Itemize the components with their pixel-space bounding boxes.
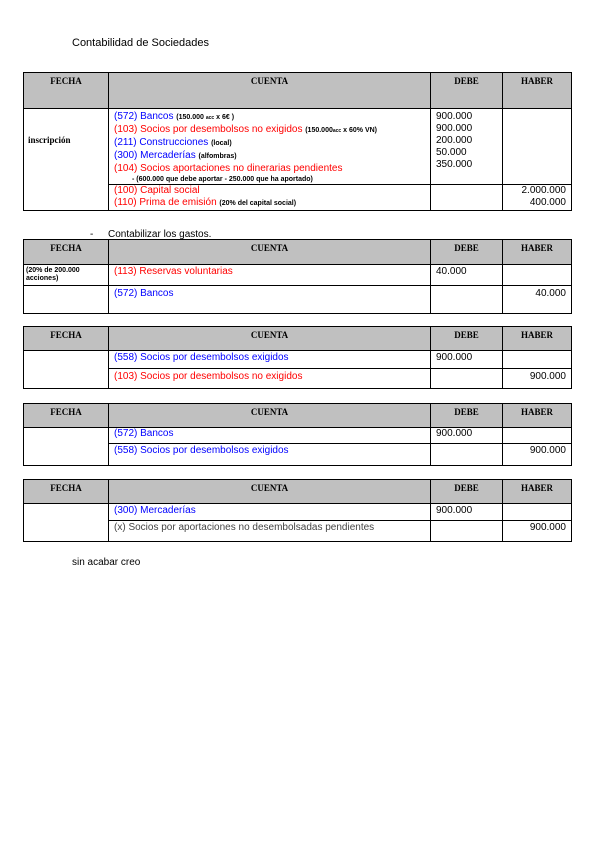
debit-line: (104) Socios aportaciones no dinerarias pendientes <box>114 163 343 174</box>
header-cuenta: CUENTA <box>109 73 431 109</box>
debit-account: (558) Socios por desembolsos exigidos <box>109 351 431 369</box>
haber-empty <box>503 265 572 286</box>
header-haber: HABER <box>503 327 572 351</box>
header-cuenta: CUENTA <box>109 240 431 265</box>
credit-amount: 40.000 <box>503 286 572 314</box>
debit-account: (113) Reservas voluntarias <box>109 265 431 286</box>
credit-account: (x) Socios por aportaciones no desembolsadas pendientes <box>109 521 431 542</box>
header-fecha: FECHA <box>24 404 109 428</box>
credit-account: (103) Socios por desembolsos no exigidos <box>109 369 431 389</box>
credit-account: (572) Bancos <box>109 286 431 314</box>
note-gastos: - Contabilizar los gastos. <box>90 229 212 240</box>
header-fecha: FECHA <box>24 240 109 265</box>
journal-entry-5 <box>23 479 572 542</box>
debit-accounts <box>109 109 431 185</box>
haber-empty <box>503 351 572 369</box>
journal-entry-3 <box>23 326 572 389</box>
entry-date: inscripción <box>24 109 109 211</box>
debit-line: (572) Bancos (150.000 acc x 6€ ) <box>114 111 235 122</box>
debit-line: (103) Socios por desembolsos no exigidos (150.000acc x 60% VN) <box>114 124 377 135</box>
debit-amount: 40.000 <box>431 265 503 286</box>
debit-account: (572) Bancos <box>109 428 431 444</box>
debe-empty <box>431 521 503 542</box>
journal-entry-2 <box>23 239 572 314</box>
header-debe: DEBE <box>431 327 503 351</box>
debe-empty <box>431 369 503 389</box>
debit-account: (300) Mercaderías <box>109 504 431 521</box>
journal-entry-1 <box>23 72 572 211</box>
debit-amount: 900.000 <box>431 504 503 521</box>
entry-date-note: (20% de 200.000 acciones) <box>24 265 109 286</box>
debit-amounts: 900.000 900.000 200.000 50.000 350.000 <box>431 109 503 185</box>
haber-empty <box>503 109 572 185</box>
header-fecha: FECHA <box>24 327 109 351</box>
header-cuenta: CUENTA <box>109 404 431 428</box>
credit-account: (558) Socios por desembolsos exigidos <box>109 444 431 466</box>
header-debe: DEBE <box>431 240 503 265</box>
header-debe: DEBE <box>431 73 503 109</box>
fecha-empty <box>24 286 109 314</box>
debit-line: (300) Mercaderías (alfombras) <box>114 150 237 161</box>
debe-empty <box>431 444 503 466</box>
page-title: Contabilidad de Sociedades <box>72 37 209 49</box>
debit-sub-note: - (600.000 que debe aportar - 250.000 que ha aportado) <box>132 176 313 183</box>
debe-empty <box>431 286 503 314</box>
credit-amount: 900.000 <box>503 369 572 389</box>
fecha-empty <box>24 504 109 542</box>
debit-amount: 900.000 <box>431 428 503 444</box>
header-cuenta: CUENTA <box>109 327 431 351</box>
credit-amount: 900.000 <box>503 521 572 542</box>
fecha-empty <box>24 351 109 389</box>
header-debe: DEBE <box>431 404 503 428</box>
footer-note: sin acabar creo <box>72 557 141 568</box>
haber-empty <box>503 428 572 444</box>
header-fecha: FECHA <box>24 73 109 109</box>
credit-accounts: (100) Capital social (110) Prima de emisión (20% del capital social) <box>109 185 431 211</box>
debe-empty <box>431 185 503 211</box>
fecha-empty <box>24 428 109 466</box>
credit-amount: 900.000 <box>503 444 572 466</box>
header-cuenta: CUENTA <box>109 480 431 504</box>
journal-entry-4 <box>23 403 572 466</box>
header-haber: HABER <box>503 73 572 109</box>
header-haber: HABER <box>503 404 572 428</box>
haber-empty <box>503 504 572 521</box>
header-debe: DEBE <box>431 480 503 504</box>
credit-amounts: 2.000.000 400.000 <box>503 185 572 211</box>
header-haber: HABER <box>503 240 572 265</box>
header-haber: HABER <box>503 480 572 504</box>
debit-amount: 900.000 <box>431 351 503 369</box>
header-fecha: FECHA <box>24 480 109 504</box>
debit-line: (211) Construcciones (local) <box>114 137 232 148</box>
